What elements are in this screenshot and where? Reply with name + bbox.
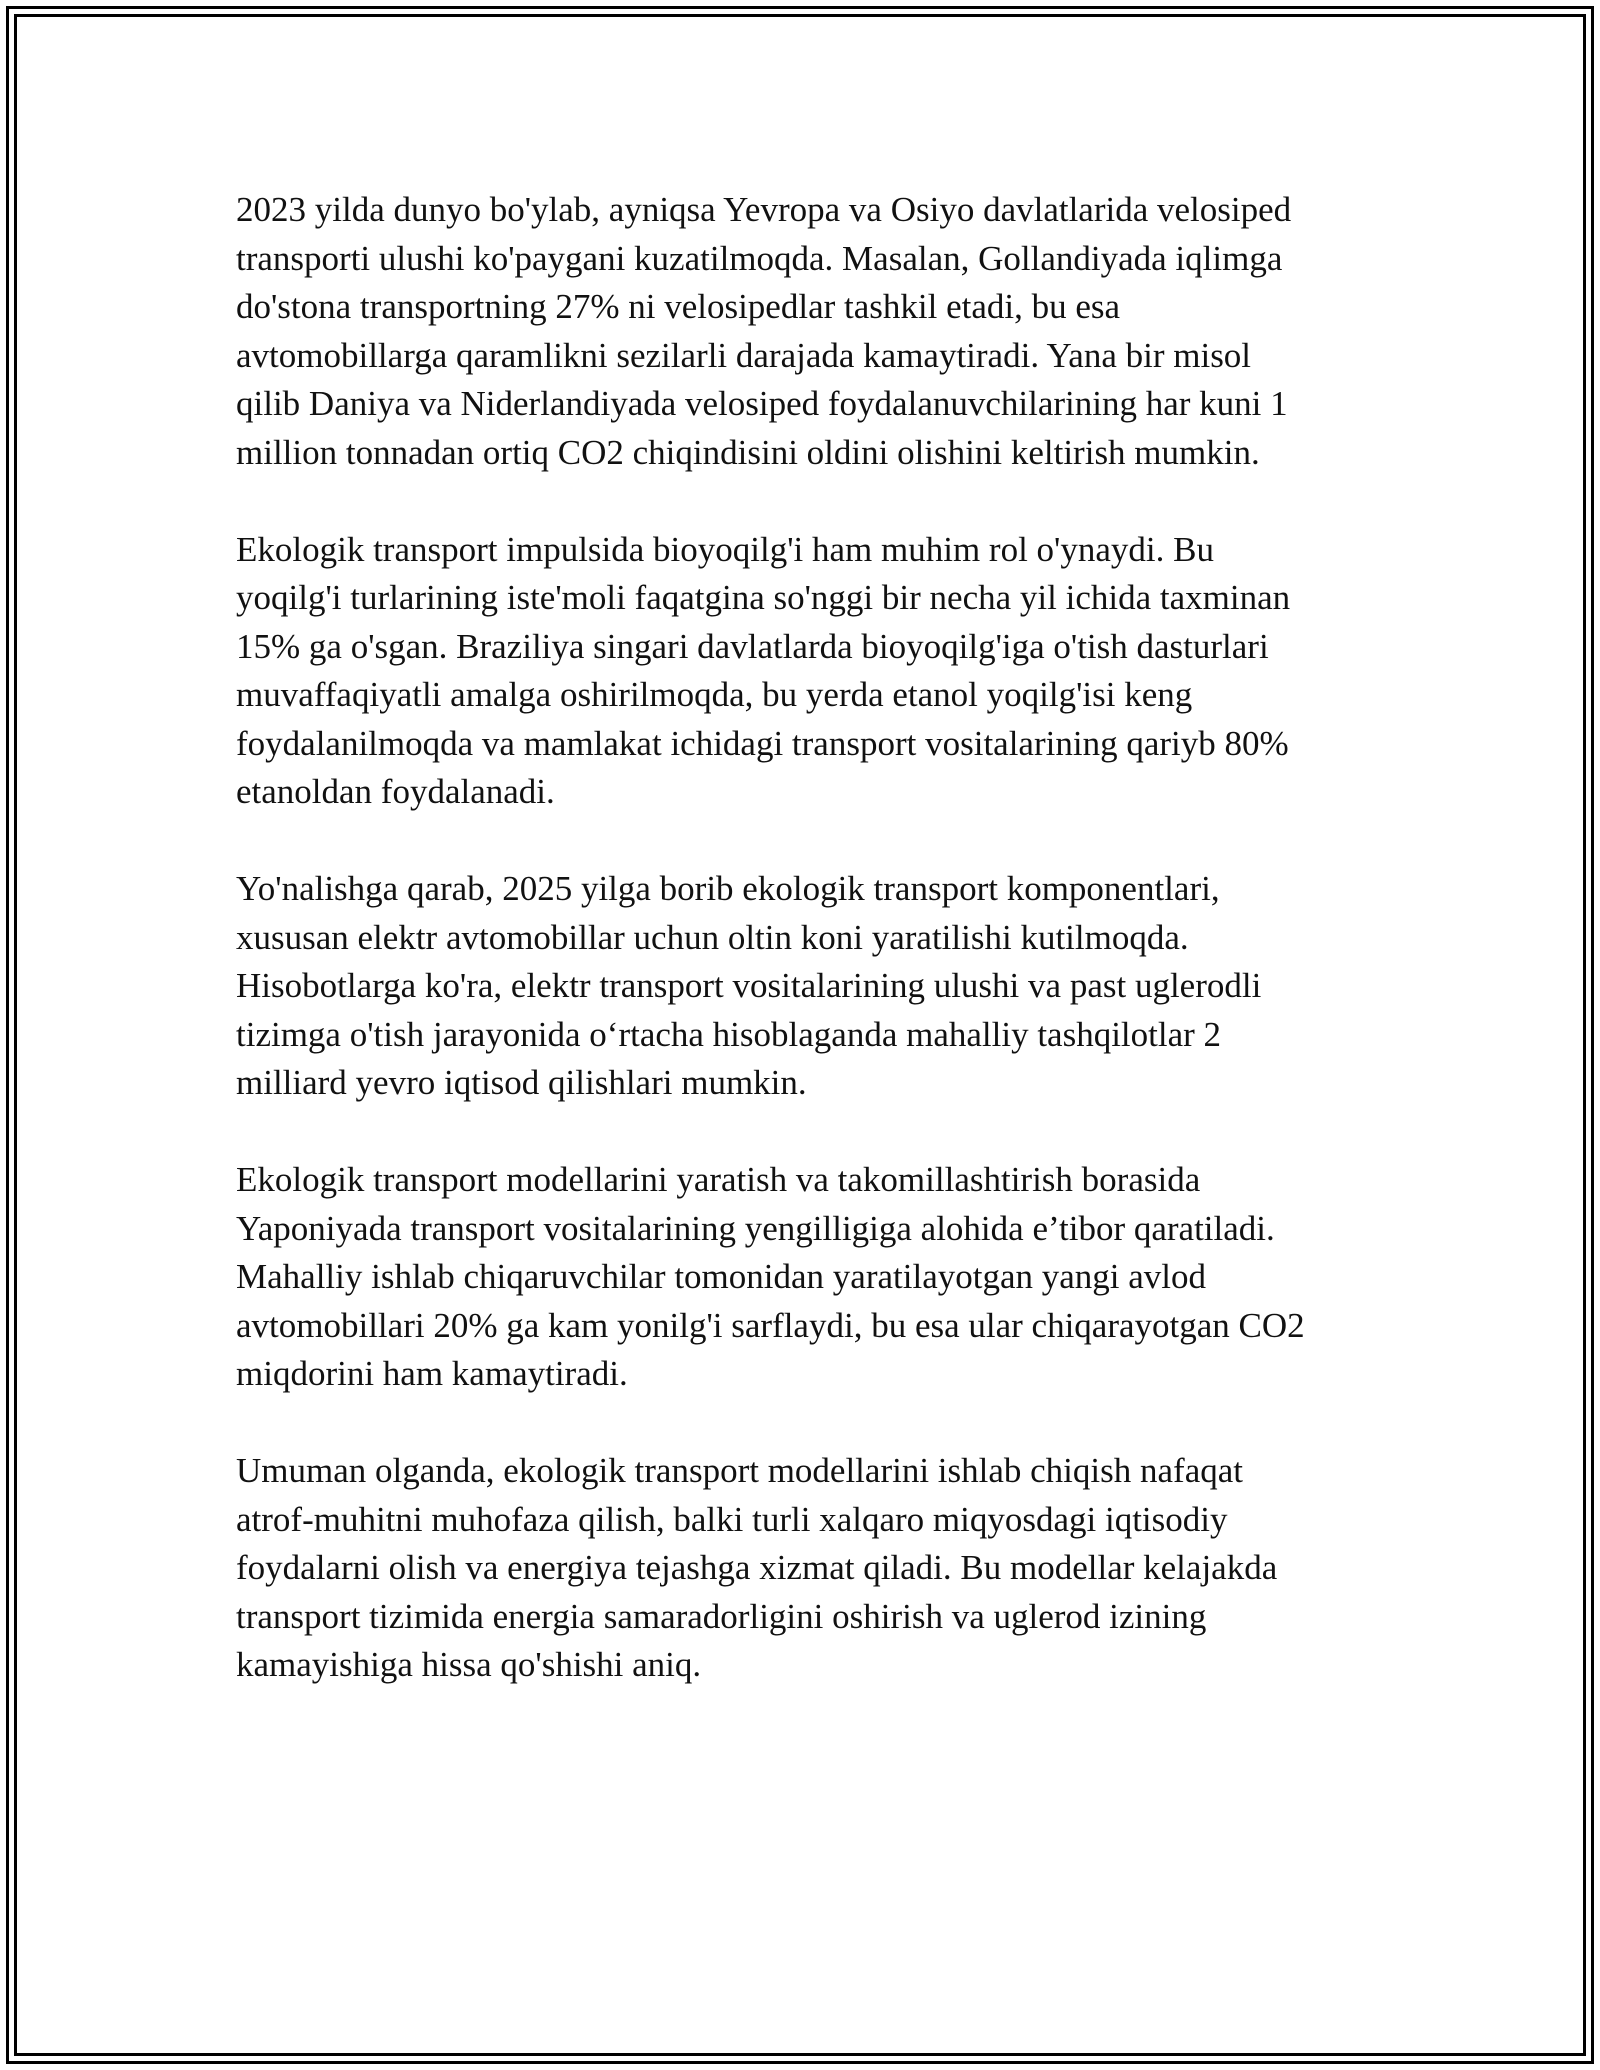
paragraph-3: Yo'nalishga qarab, 2025 yilga borib ekologik transport komponentlari, xususan elektr avtomobillar uchun oltin koni yaratilishi kutilmoqda. Hisobotlarga ko'ra, elektr transport vositalarining ulushi va past uglerodli tizimga o'tish jarayonida o‘rtacha hisoblaganda mahalliy tashqilotlar 2 milliard yevro iqtisod qilishlari mumkin. — [236, 869, 1262, 1102]
paragraph-2: Ekologik transport impulsida bioyoqilg'i ham muhim rol o'ynaydi. Bu yoqilg'i turlarining iste'moli faqatgina so'nggi bir necha yil ichida taxminan 15% ga o'sgan. Braziliya singari davlatlarda bioyoqilg'iga o'tish dasturlari muvaffaqiyatli amalga oshirilmoqda, bu yerda etanol yoqilg'isi keng foydalanilmoqda va mamlakat ichidagi transport vositalarining qariyb 80% etanoldan foydalanadi. — [236, 529, 1291, 811]
paragraph-5: Umuman olganda, ekologik transport modellarini ishlab chiqish nafaqat atrof-muhitni muhofaza qilish, balki turli xalqaro miqyosdagi iqtisodiy foydalarni olish va energiya tejashga xizmat qiladi. Bu modellar kelajakda transport tizimida energia samaradorligini oshirish va uglerod izining kamayishiga hissa qo'shishi aniq. — [236, 1451, 1278, 1684]
paragraph-4: Ekologik transport modellarini yaratish va takomillashtirish borasida Yaponiyada transport vositalarining yengilligiga alohida e’tibor qaratiladi. Mahalliy ishlab chiqaruvchilar tomonidan yaratilayotgan yangi avlod avtomobillari 20% ga kam yonilg'i sarflaydi, bu esa ular chiqarayotgan CO2 miqdorini ham kamaytiradi. — [236, 1160, 1305, 1393]
document-body — [236, 186, 1366, 1738]
paragraph-1: 2023 yilda dunyo bo'ylab, ayniqsa Yevropa va Osiyo davlatlarida velosiped transporti ulushi ko'paygani kuzatilmoqda. Masalan, Gollandiyada iqlimga do'stona transportning 27% ni velosipedlar tashkil etadi, bu esa avtomobillarga qaramlikni sezilarli darajada kamaytiradi. Yana bir misol qilib Daniya va Niderlandiyada velosiped foydalanuvchilarining har kuni 1 million tonnadan ortiq CO2 chiqindisini oldini olishini keltirish mumkin. — [236, 190, 1292, 472]
